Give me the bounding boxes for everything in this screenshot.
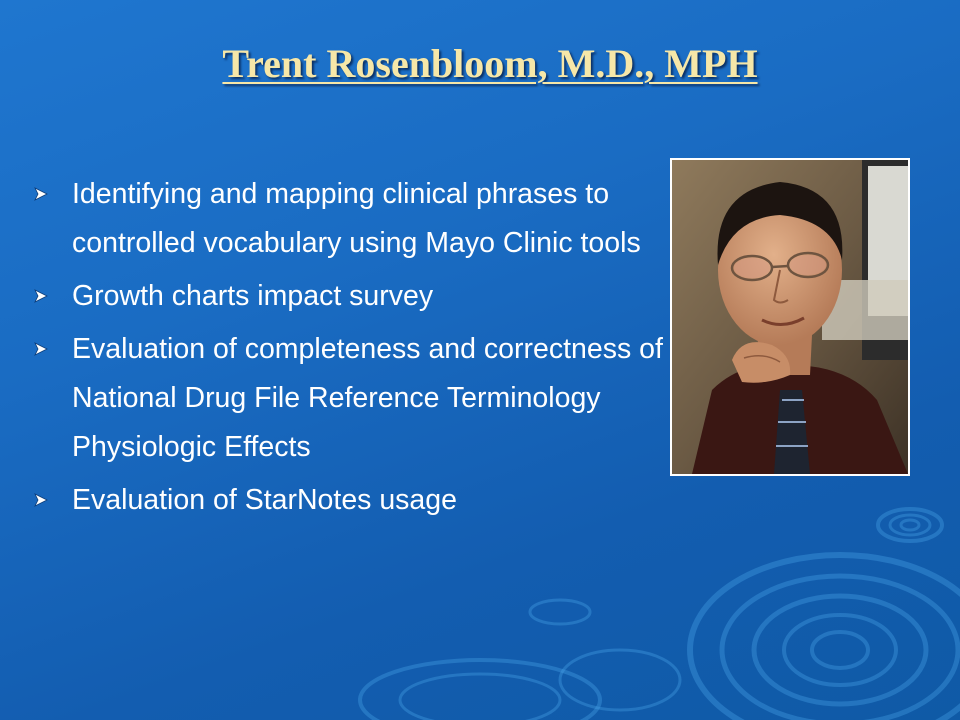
bullet-item [34,170,664,268]
bullet-item [34,272,664,321]
arrow-bullet-icon [34,342,48,356]
portrait-photo [672,160,908,474]
bullet-text: Growth charts impact survey [72,280,434,312]
portrait-photo-frame [670,158,910,476]
bullet-text: Evaluation of StarNotes usage [72,484,457,516]
bullet-text: Evaluation of completeness and correctness of National Drug File Reference Terminology Physiologic Effects [72,333,663,463]
arrow-bullet-icon [34,187,48,201]
bullet-text: Identifying and mapping clinical phrases to controlled vocabulary using Mayo Clinic tools [72,178,641,259]
slide-title: Trent Rosenbloom, M.D., MPH [222,41,758,86]
arrow-bullet-icon [34,289,48,303]
bullet-list [34,170,664,529]
bullet-item [34,476,664,525]
arrow-bullet-icon [34,493,48,507]
bullet-item [34,325,664,472]
